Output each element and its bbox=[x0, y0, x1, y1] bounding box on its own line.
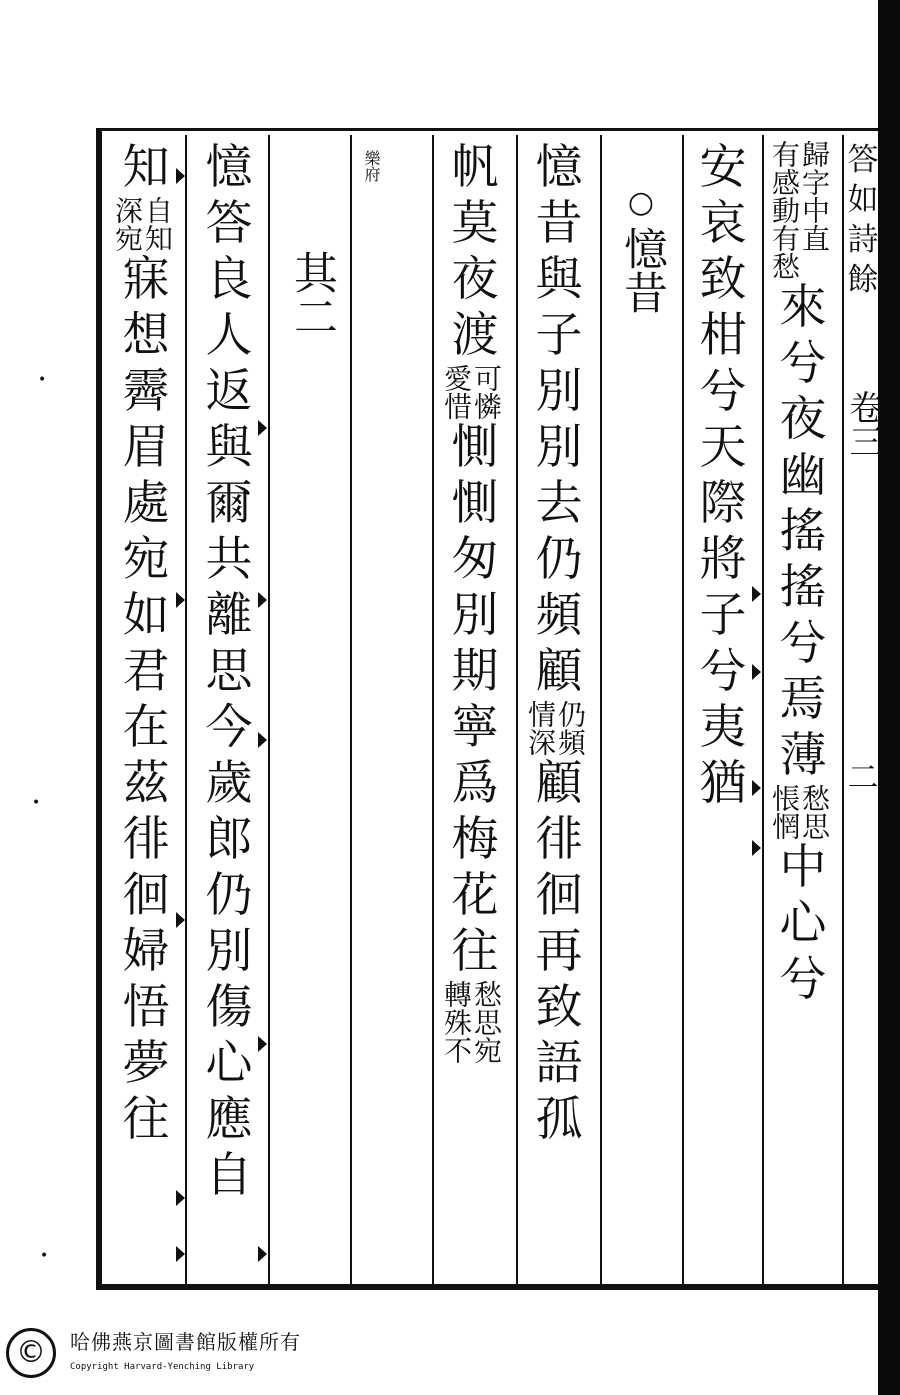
column-rule bbox=[600, 135, 602, 1285]
glyph: 柑 bbox=[699, 308, 747, 363]
punctuation-mark bbox=[258, 1246, 267, 1262]
column-rule bbox=[842, 135, 844, 1285]
glyph: 憶 bbox=[205, 140, 253, 195]
glyph: 離 bbox=[205, 588, 253, 643]
glyph: 搖 bbox=[779, 504, 827, 559]
glyph: 兮 bbox=[699, 364, 747, 419]
glyph: 如 bbox=[847, 182, 879, 218]
glyph: 心 bbox=[779, 896, 827, 951]
glyph: 來 bbox=[779, 280, 827, 335]
annotation-pair bbox=[440, 980, 506, 1064]
glyph: 去 bbox=[535, 476, 583, 531]
glyph: 兮 bbox=[779, 336, 827, 391]
glyph: 子 bbox=[699, 588, 747, 643]
glyph: 傷 bbox=[205, 980, 253, 1035]
glyph: 梅 bbox=[451, 812, 499, 867]
glyph: 兮 bbox=[699, 644, 747, 699]
glyph: 寐 bbox=[122, 252, 170, 307]
glyph: 共 bbox=[205, 532, 253, 587]
punctuation-mark bbox=[752, 664, 761, 680]
column-rule bbox=[762, 135, 764, 1285]
glyph: 君 bbox=[122, 644, 170, 699]
page-number: 二 bbox=[847, 760, 879, 796]
glyph: 答 bbox=[205, 196, 253, 251]
annotation-pair bbox=[111, 196, 177, 252]
glyph: 宛 bbox=[122, 532, 170, 587]
glyph: 在 bbox=[122, 700, 170, 755]
glyph: 哀 bbox=[699, 196, 747, 251]
glyph: 別 bbox=[535, 364, 583, 419]
glyph: 昔 bbox=[535, 196, 583, 251]
punctuation-mark bbox=[752, 586, 761, 602]
glyph: 往 bbox=[451, 924, 499, 979]
glyph: 孤 bbox=[535, 1092, 583, 1147]
margin-dot: • bbox=[38, 372, 47, 388]
copyright-chinese: 哈佛燕京圖書館版權所有 bbox=[70, 1330, 301, 1354]
glyph: 人 bbox=[205, 308, 253, 363]
glyph: 中 bbox=[779, 840, 827, 895]
punctuation-mark bbox=[176, 1190, 185, 1206]
text-column-2 bbox=[198, 140, 260, 1280]
glyph: 惻 bbox=[451, 420, 499, 475]
glyph: 渡 bbox=[451, 308, 499, 363]
punctuation-mark bbox=[752, 780, 761, 796]
glyph: 別 bbox=[535, 420, 583, 475]
glyph: 爲 bbox=[451, 756, 499, 811]
glyph: 良 bbox=[205, 252, 253, 307]
glyph: 顧 bbox=[535, 756, 583, 811]
glyph: 夜 bbox=[451, 252, 499, 307]
glyph: 搖 bbox=[779, 560, 827, 615]
annotation-pair bbox=[524, 700, 590, 756]
column-rule bbox=[432, 135, 434, 1285]
glyph: 焉 bbox=[779, 672, 827, 727]
annotation-text: 歸字中直 bbox=[798, 140, 831, 252]
glyph: 詩 bbox=[847, 222, 879, 258]
glyph: 餘 bbox=[847, 262, 879, 298]
poem-subtitle-column bbox=[280, 140, 342, 1280]
glyph: 自 bbox=[205, 1148, 253, 1203]
glyph: 徊 bbox=[535, 868, 583, 923]
glyph: 兮 bbox=[779, 616, 827, 671]
glyph: 夢 bbox=[122, 1036, 170, 1091]
punctuation-mark bbox=[176, 912, 185, 928]
punctuation-mark bbox=[258, 592, 267, 608]
punctuation-mark bbox=[176, 1246, 185, 1262]
annotation-text: 深宛 bbox=[111, 196, 144, 252]
glyph: 答 bbox=[847, 142, 879, 178]
glyph: 惻 bbox=[451, 476, 499, 531]
annotation-text: 愁思 bbox=[798, 784, 831, 840]
punctuation-mark bbox=[176, 592, 185, 608]
glyph: 憶 bbox=[535, 140, 583, 195]
glyph: 霽 bbox=[122, 364, 170, 419]
header-mark: 樂府 bbox=[362, 150, 381, 182]
column-rule bbox=[185, 135, 187, 1285]
glyph: 別 bbox=[451, 588, 499, 643]
punctuation-mark bbox=[258, 420, 267, 436]
glyph: 寧 bbox=[451, 700, 499, 755]
glyph: 徘 bbox=[535, 812, 583, 867]
annotation-pair bbox=[440, 364, 506, 420]
glyph: 天 bbox=[699, 420, 747, 475]
annotation-text: 愁思宛 bbox=[470, 980, 503, 1064]
glyph: 郎 bbox=[205, 812, 253, 867]
glyph: 仍 bbox=[535, 532, 583, 587]
glyph: 猶 bbox=[699, 756, 747, 811]
section-circle-mark: ○ bbox=[627, 185, 655, 220]
glyph: 夷 bbox=[699, 700, 747, 755]
copyright-footer bbox=[0, 1322, 330, 1392]
annotation-text: 情深 bbox=[524, 700, 557, 756]
glyph: 知 bbox=[122, 140, 170, 195]
glyph: 與 bbox=[205, 420, 253, 475]
glyph: 期 bbox=[451, 644, 499, 699]
glyph: 致 bbox=[699, 252, 747, 307]
poem-title: 憶昔 bbox=[616, 226, 667, 314]
glyph: 兮 bbox=[779, 952, 827, 1007]
glyph: 茲 bbox=[122, 756, 170, 811]
column-rule bbox=[516, 135, 518, 1285]
annotation-text: 有感動有愁 bbox=[768, 140, 801, 280]
glyph: 返 bbox=[205, 364, 253, 419]
glyph: 應 bbox=[205, 1092, 253, 1147]
punctuation-mark bbox=[752, 840, 761, 856]
annotation-text: 愛惜 bbox=[440, 364, 473, 420]
annotation-pair bbox=[768, 784, 834, 840]
annotation-text: 轉殊不 bbox=[440, 980, 473, 1064]
glyph: 往 bbox=[122, 1092, 170, 1147]
glyph: 再 bbox=[535, 924, 583, 979]
glyph: 如 bbox=[122, 588, 170, 643]
glyph: 爾 bbox=[205, 476, 253, 531]
poem-title-column bbox=[610, 140, 672, 1280]
glyph: 思 bbox=[205, 644, 253, 699]
glyph: 際 bbox=[699, 476, 747, 531]
annotation-text: 自知 bbox=[141, 196, 174, 252]
binding-edge bbox=[878, 0, 900, 1395]
glyph: 別 bbox=[205, 924, 253, 979]
text-column-4 bbox=[440, 140, 506, 1280]
glyph: 幽 bbox=[779, 448, 827, 503]
glyph: 心 bbox=[205, 1036, 253, 1091]
column-rule bbox=[350, 135, 352, 1285]
glyph: 致 bbox=[535, 980, 583, 1035]
glyph: 帆 bbox=[451, 140, 499, 195]
punctuation-mark bbox=[258, 732, 267, 748]
text-column-7 bbox=[692, 140, 754, 1280]
text-column-5 bbox=[524, 140, 590, 1280]
glyph: 薄 bbox=[779, 728, 827, 783]
column-rule bbox=[682, 135, 684, 1285]
text-column-1 bbox=[111, 140, 177, 1280]
glyph: 今 bbox=[205, 700, 253, 755]
volume-label: 卷三 bbox=[843, 390, 883, 458]
glyph: 仍 bbox=[205, 868, 253, 923]
copyright-english: Copyright Harvard-Yenching Library bbox=[70, 1362, 255, 1372]
glyph: 眉 bbox=[122, 420, 170, 475]
glyph: 歲 bbox=[205, 756, 253, 811]
glyph: 莫 bbox=[451, 196, 499, 251]
annotation-pair bbox=[768, 140, 834, 280]
punctuation-mark bbox=[176, 168, 185, 184]
glyph: 子 bbox=[535, 308, 583, 363]
glyph: 處 bbox=[122, 476, 170, 531]
poem-subtitle: 其二 bbox=[286, 250, 337, 338]
glyph: 顧 bbox=[535, 644, 583, 699]
glyph: 語 bbox=[535, 1036, 583, 1091]
glyph: 徊 bbox=[122, 868, 170, 923]
copyright-icon: © bbox=[6, 1328, 56, 1378]
glyph: 婦 bbox=[122, 924, 170, 979]
glyph: 匆 bbox=[451, 532, 499, 587]
glyph: 頻 bbox=[535, 588, 583, 643]
glyph: 將 bbox=[699, 532, 747, 587]
right-edge-column bbox=[843, 140, 883, 1280]
glyph: 徘 bbox=[122, 812, 170, 867]
punctuation-mark bbox=[258, 1036, 267, 1052]
glyph: 安 bbox=[699, 140, 747, 195]
margin-dot: • bbox=[32, 795, 41, 811]
glyph: 想 bbox=[122, 308, 170, 363]
annotation-text: 悵惘 bbox=[768, 784, 801, 840]
glyph: 悟 bbox=[122, 980, 170, 1035]
annotation-text: 可憐 bbox=[470, 364, 503, 420]
column-rule bbox=[268, 135, 270, 1285]
glyph: 夜 bbox=[779, 392, 827, 447]
glyph: 花 bbox=[451, 868, 499, 923]
annotation-text: 仍頻 bbox=[554, 700, 587, 756]
glyph: 與 bbox=[535, 252, 583, 307]
text-column-8 bbox=[768, 140, 834, 1280]
margin-dot: • bbox=[40, 1248, 49, 1264]
